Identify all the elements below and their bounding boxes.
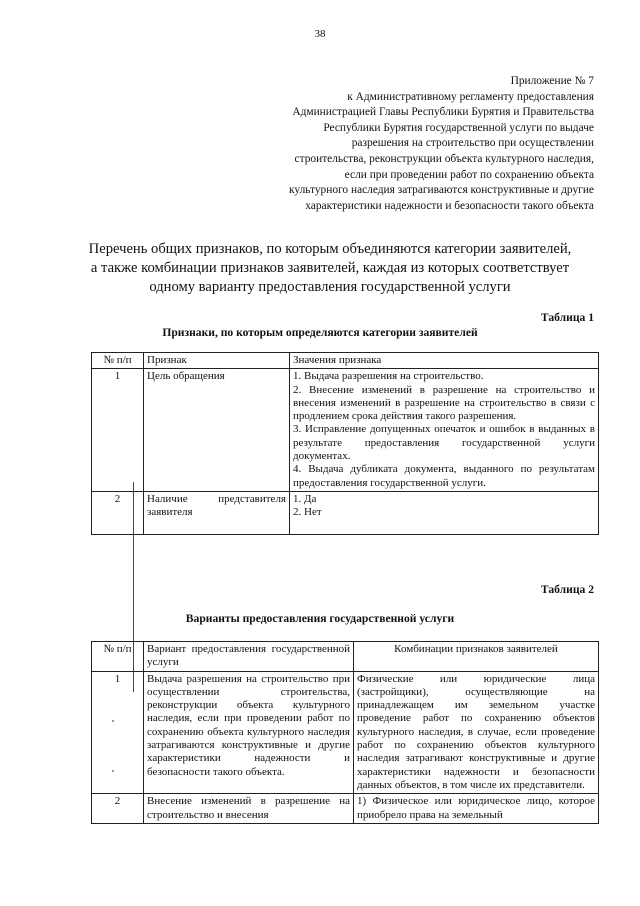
value-item: 2. Внесение изменений в разрешение на строительство и внесения изменений в разрешение на строительство в связи с продлением срока действия такого разрешения. <box>293 383 595 423</box>
table-row <box>92 794 599 824</box>
table-row <box>92 491 599 534</box>
sign-cell: Наличие представителя заявителя <box>144 491 290 534</box>
table-header-cell: Вариант предоставления государственной услуги <box>144 642 354 672</box>
appendix-line: разрешения на строительство при осуществлении <box>351 137 594 150</box>
document-title <box>60 240 600 297</box>
value-item: 1. Да <box>293 492 317 505</box>
appendix-line: характеристики надежности и безопасности такого объекта <box>305 199 594 212</box>
table-header-cell: Комбинации признаков заявителей <box>354 642 599 672</box>
appendix-header <box>214 74 594 214</box>
table-header-cell: № п/п <box>92 642 144 672</box>
table-header-cell: № п/п <box>92 353 144 369</box>
row-number: 2 <box>92 491 144 534</box>
table1-label: Таблица 1 <box>540 311 594 324</box>
title-line: а также комбинации признаков заявителей, каждая из которых соответствует <box>90 260 570 276</box>
value-item: 3. Исправление допущенных опечаток и ошибок в выданных в результате предоставления государственной услуги документах. <box>293 423 595 463</box>
sign-cell: Цель обращения <box>144 369 290 492</box>
table1 <box>91 352 599 535</box>
table-header-cell: Значения признака <box>290 353 599 369</box>
table2 <box>91 641 599 824</box>
table-header-cell: Признак <box>144 353 290 369</box>
row-number: 1 <box>92 369 144 492</box>
values-cell <box>290 369 599 492</box>
title-line: одному варианту предоставления государственной услуги <box>149 279 511 295</box>
combination-cell: 1) Физическое или юридическое лицо, которое приобрело права на земельный <box>354 794 599 824</box>
value-item: 4. Выдача дубликата документа, выданного по результатам предоставления государственной услуги. <box>293 463 595 489</box>
value-item: 1. Выдача разрешения на строительство. <box>293 370 484 383</box>
appendix-line: Приложение № 7 <box>510 75 594 87</box>
appendix-line: к Административному регламенту предоставления <box>347 90 594 103</box>
table1-caption: Признаки, по которым определяются категории заявителей <box>162 326 478 339</box>
appendix-line: культурного наследия затрагиваются конструктивные и другие <box>289 184 594 197</box>
appendix-line: строительства, реконструкции объекта культурного наследия, <box>294 152 594 165</box>
page-number: 38 <box>314 28 326 40</box>
appendix-line: Республики Бурятия государственной услуги по выдаче <box>323 121 594 134</box>
variant-cell: Внесение изменений в разрешение на строительство и внесения <box>144 794 354 824</box>
row-number: 2 <box>92 794 144 824</box>
values-cell <box>290 491 599 534</box>
appendix-line: Администрацией Главы Республики Бурятия и Правительства <box>292 106 594 119</box>
table2-label: Таблица 2 <box>540 583 594 596</box>
table2-header-row <box>92 642 599 672</box>
table-row <box>92 369 599 492</box>
combination-cell: Физические или юридические лица (застройщики), осуществляющие на принадлежащем им земельном участке проведение работ по сохранению объектов культурного наследия, в случае, если проведение работ по сохранению объектов культурного наследия затрагивают конструктивные и другие характеристики надежности и безопасности данных объектов, в том числе их представители. <box>354 671 599 794</box>
row-number: 1 <box>92 671 144 794</box>
table-row <box>92 671 599 794</box>
appendix-line: если при проведении работ по сохранению объекта <box>344 168 594 181</box>
value-item: 2. Нет <box>293 506 322 519</box>
title-line: Перечень общих признаков, по которым объединяются категории заявителей, <box>88 241 572 257</box>
table2-caption: Варианты предоставления государственной услуги <box>185 612 455 625</box>
table1-header-row <box>92 353 599 369</box>
variant-cell: Выдача разрешения на строительство при осуществлении строительства, реконструкции объекта культурного наследия, если при проведении работ по сохранению объекта культурного наследия затрагиваются конструктивные и другие характеристики надежности и безопасности такого объекта. <box>144 671 354 794</box>
